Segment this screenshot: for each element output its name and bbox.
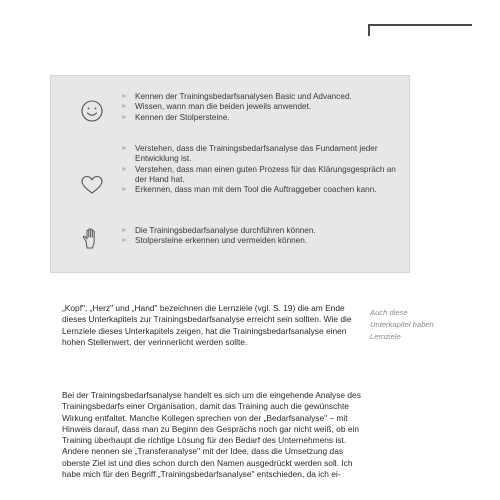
hand-icon bbox=[79, 226, 105, 252]
list-item: ► Die Trainingsbedarfsanalyse durchführen können. bbox=[121, 226, 316, 235]
learning-goals-box bbox=[50, 75, 410, 273]
list-item: ► Erkennen, dass man mit dem Tool die Auftraggeber coachen kann. bbox=[121, 185, 377, 195]
list-item: ► Stolpersteine erkennen und vermeiden können. bbox=[121, 236, 308, 246]
body-paragraph: „Kopf", „Herz" und „Hand" bezeichnen die Lernziele (vgl. S. 19) die am Ende dieses Unterkapitels zur Trainingsbedarfsanalyse erreicht sein sollten. Wie die Lernziele dieses Unterkapitels zeigen, hat die Trainingsbedarfsanalyse einen hohen Stellenwert, der verinnerlicht werden sollte. bbox=[62, 303, 352, 347]
list-item: ► Verstehen, dass man einen guten Prozess für das Klärungsgespräch an der Hand hat. bbox=[121, 164, 396, 184]
heart-icon bbox=[79, 172, 105, 198]
bullet-arrow-icon: ► bbox=[121, 103, 128, 111]
bullet-arrow-icon: ► bbox=[121, 145, 128, 152]
corner-crop-mark bbox=[368, 24, 472, 36]
margin-note: Auch diese Unterkapitel haben Lernziele bbox=[370, 308, 434, 341]
bullet-arrow-icon: ► bbox=[121, 237, 128, 245]
bullet-arrow-icon: ► bbox=[121, 186, 128, 194]
list-item: ► Wissen, wann man die beiden jeweils anwendet. bbox=[121, 102, 312, 112]
bullet-arrow-icon: ► bbox=[121, 227, 128, 234]
list-item: ► Kennen der Trainingsbedarfsanalysen Basic und Advanced. bbox=[121, 92, 352, 101]
bullet-arrow-icon: ► bbox=[121, 93, 128, 100]
list-item: ► Kennen der Stolpersteine. bbox=[121, 112, 230, 122]
body-paragraph: Bei der Trainingsbedarfsanalyse handelt es sich um die eingehende Analyse des Trainingsbedarfs einer Organisation, damit das Training auch die gewünschte Wirkung entfaltet. Manche Kollegen sprechen von der „Bedarfsanalyse" – mit Hinweis darauf, dass man zu Beginn des Gesprächs noch gar nicht weiß, ob ein Training überhaupt die richtige Lösung für den Bedarf des Unternehmens ist. Andere nennen sie „Transferanalyse" mit der Idee, dass die Umsetzung das oberste Ziel ist und dies schon durch den Namen ausgedrückt werden soll. Ich habe mich für den Begriff „Trainingsbedarfsanalyse" entschieden, da ich ei- bbox=[62, 390, 361, 480]
goal-list-head bbox=[121, 92, 403, 123]
smiley-face-icon bbox=[79, 98, 105, 124]
bullet-arrow-icon: ► bbox=[121, 165, 128, 173]
bullet-arrow-icon: ► bbox=[121, 113, 128, 121]
list-item: ► Verstehen, dass die Trainingsbedarfsanalyse das Fundament jeder Entwicklung ist. bbox=[121, 144, 378, 164]
goal-list-hand bbox=[121, 226, 403, 247]
goal-list-heart bbox=[121, 144, 403, 195]
